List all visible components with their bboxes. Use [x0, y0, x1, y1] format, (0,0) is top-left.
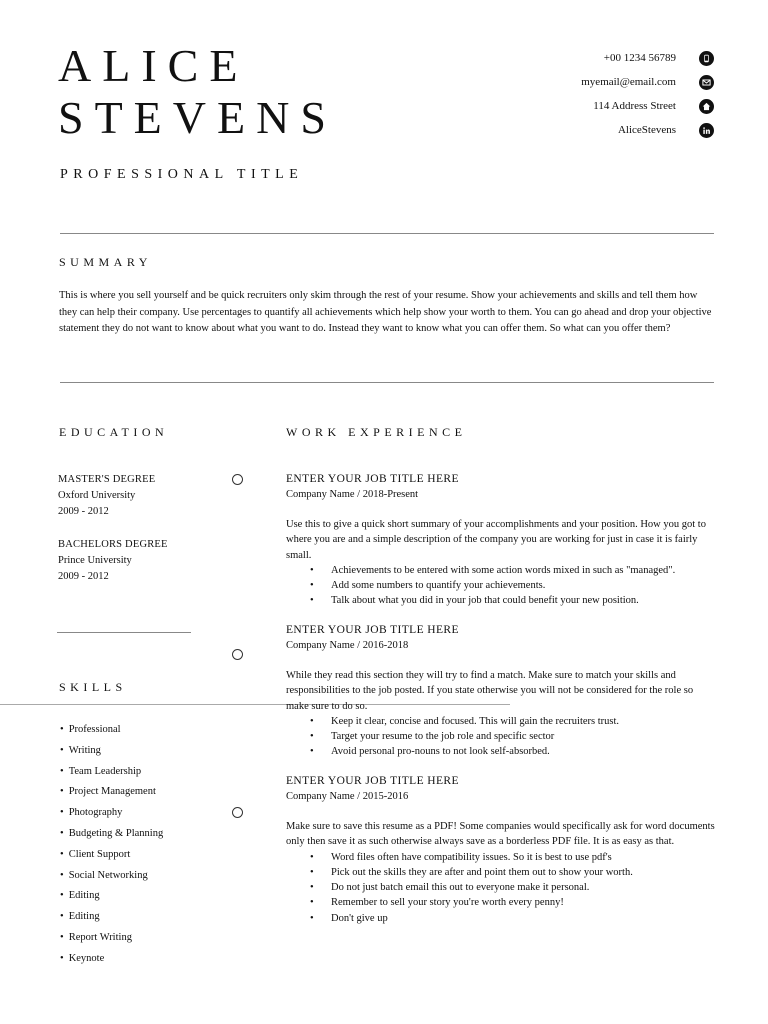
school: Prince University — [58, 555, 132, 567]
job-bullet: • Add some numbers to quantify your achievements. — [310, 578, 716, 593]
job-entry — [286, 623, 716, 760]
email-text: myemail@email.com — [581, 76, 676, 88]
degree: MASTER'S DEGREE — [58, 474, 156, 485]
skill-item: • Photography — [60, 803, 163, 824]
job-company: Company Name / 2016-2018 — [286, 640, 409, 651]
job-bullet: • Keep it clear, concise and focused. This will gain the recruiters trust. — [310, 714, 716, 729]
contact-phone — [454, 46, 714, 70]
job-bullet: • Avoid personal pro-nouns to not look self-absorbed. — [310, 744, 716, 759]
job-bullets — [310, 714, 716, 760]
work-heading: WORK EXPERIENCE — [286, 425, 467, 439]
summary-divider — [60, 382, 714, 383]
job-title: ENTER YOUR JOB TITLE HERE — [286, 775, 459, 787]
skill-item: • Client Support — [60, 845, 163, 866]
job-company: Company Name / 2018-Present — [286, 489, 419, 500]
contact-block — [454, 46, 714, 142]
job-bullets — [310, 850, 716, 926]
contact-email — [454, 70, 714, 94]
job-bullet: • Talk about what you did in your job that could benefit your new position. — [310, 593, 716, 608]
summary-heading: SUMMARY — [59, 255, 152, 269]
education-item — [58, 537, 168, 586]
education-divider — [57, 632, 191, 633]
job-entry — [286, 774, 716, 926]
timeline-dot — [232, 807, 243, 818]
phone-icon — [699, 51, 714, 66]
skill-item: • Budgeting & Planning — [60, 824, 163, 845]
skill-item: • Writing — [60, 741, 163, 762]
skill-item: • Social Networking — [60, 866, 163, 887]
job-description: While they read this section they will try to find a match. Make sure to match your skills and responsibilities to the job posted. If you state otherwise you will not be considered for the role so make sure to do so. — [286, 670, 694, 712]
school: Oxford University — [58, 490, 136, 502]
job-company: Company Name / 2015-2016 — [286, 791, 409, 802]
years: 2009 - 2012 — [58, 506, 109, 518]
years: 2009 - 2012 — [58, 571, 109, 583]
skill-item: • Editing — [60, 886, 163, 907]
address-text: 114 Address Street — [593, 100, 676, 112]
skills-heading: SKILLS — [59, 680, 127, 694]
header-divider — [60, 233, 714, 234]
skill-item: • Project Management — [60, 782, 163, 803]
timeline-dot — [232, 474, 243, 485]
education-heading: EDUCATION — [59, 425, 169, 439]
first-name: ALICE — [58, 40, 249, 91]
timeline-dot — [232, 649, 243, 660]
skill-item: • Team Leadership — [60, 762, 163, 783]
linkedin-icon — [699, 123, 714, 138]
job-bullet: • Don't give up — [310, 911, 716, 926]
job-bullet: • Do not just batch email this out to everyone make it personal. — [310, 880, 716, 895]
phone-text: +00 1234 56789 — [603, 52, 676, 64]
job-title: ENTER YOUR JOB TITLE HERE — [286, 473, 459, 485]
skill-item: • Editing — [60, 907, 163, 928]
contact-linkedin — [454, 118, 714, 142]
job-entry — [286, 472, 716, 609]
job-bullets — [310, 563, 716, 609]
job-description: Make sure to save this resume as a PDF! Some companies would specifically ask for word documents only then save it as such otherwise always save as a borderless PDF file. It is as easy as that. — [286, 821, 715, 848]
job-bullet: • Pick out the skills they are after and point them out to show your worth. — [310, 865, 716, 880]
job-bullet: • Remember to sell your story you're worth every penny! — [310, 895, 716, 910]
skill-item: • Keynote — [60, 949, 163, 970]
degree: BACHELORS DEGREE — [58, 539, 168, 550]
job-bullet: • Word files often have compatibility issues. So it is best to use pdf's — [310, 850, 716, 865]
skill-item: • Report Writing — [60, 928, 163, 949]
linkedin-text: AliceStevens — [617, 124, 676, 136]
education-item — [58, 472, 155, 521]
summary-text: This is where you sell yourself and be quick recruiters only skim through the rest of your resume. Show your achievements and skills and tell them how they can help their company. Use percentages to quantify all achievements which help show your worth to them. You can go ahead and drop your objective statement they do not want to know about what you want to do. Instead they want to know what you can offer them. So what can you offer them? — [59, 290, 712, 334]
contact-address — [454, 94, 714, 118]
job-description: Use this to give a quick short summary of your accomplishments and your position. How you got to where you are and a simple description of the company you are working for just in case it is fairly small. — [286, 519, 706, 561]
professional-title: PROFESSIONAL TITLE — [60, 167, 304, 182]
skill-item: • Professional — [60, 720, 163, 741]
job-bullet: • Achievements to be entered with some action words mixed in such as "managed". — [310, 563, 716, 578]
job-title: ENTER YOUR JOB TITLE HERE — [286, 624, 459, 636]
job-bullet: • Target your resume to the job role and specific sector — [310, 729, 716, 744]
candidate-name — [58, 40, 337, 144]
home-icon — [699, 99, 714, 114]
email-icon — [699, 75, 714, 90]
skills-list — [60, 720, 163, 970]
last-name: STEVENS — [58, 92, 337, 143]
